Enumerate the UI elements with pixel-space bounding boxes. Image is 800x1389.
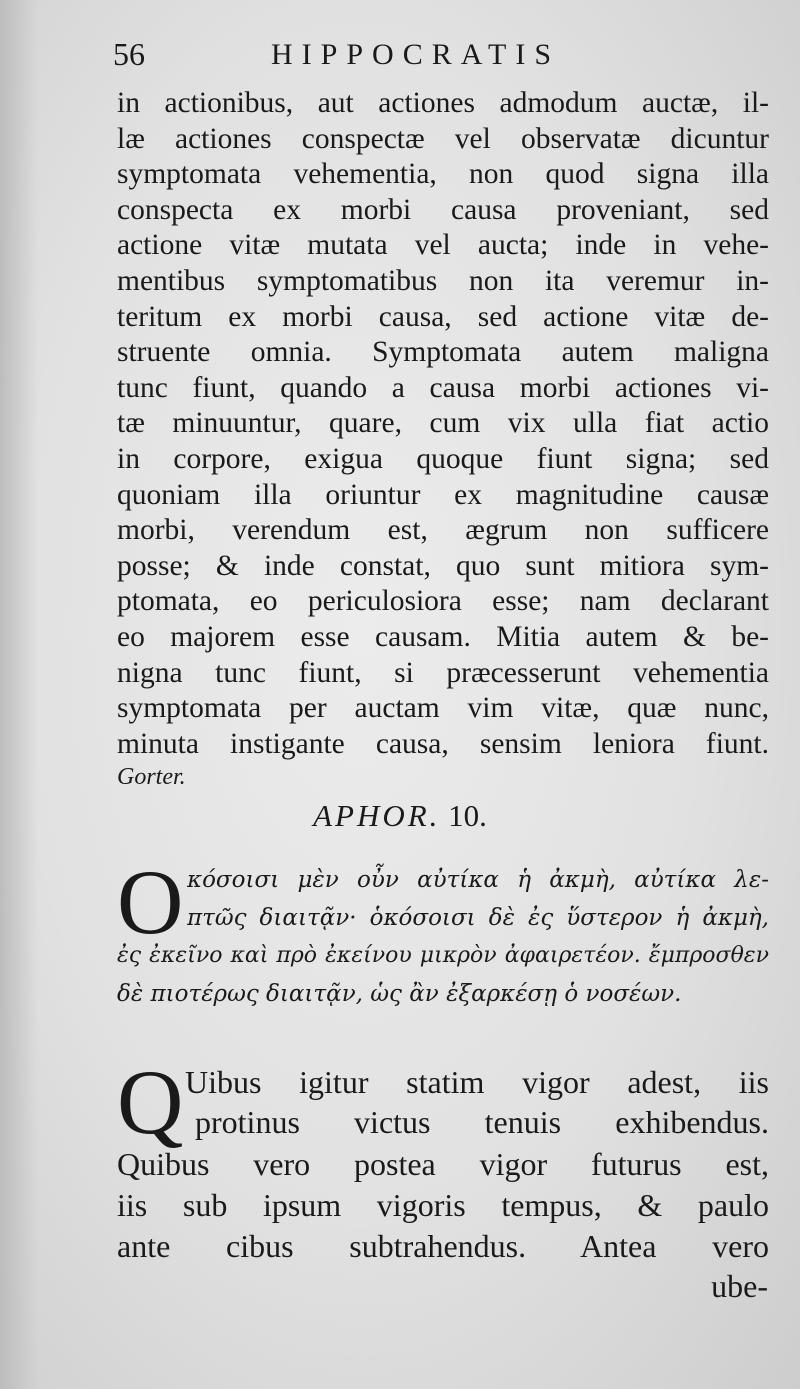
commentary-line: struente omnia. Symptomata autem maligna: [117, 336, 769, 369]
latin-line: iis sub ipsum vigoris tempus, & paulo: [117, 1187, 769, 1223]
greek-drop-cap: O: [117, 851, 184, 953]
latin-line: protinus victus tenuis exhibendus.: [195, 1104, 769, 1140]
commentary-line: in corpore, exigua quoque fiunt signa; sed: [117, 442, 769, 475]
aphorism-heading: [0, 798, 800, 834]
commentary-line: nigna tunc fiunt, si præcesserunt vehementia: [117, 656, 769, 689]
latin-line: Uibus igitur statim vigor adest, iis: [185, 1064, 769, 1100]
commentary-line: morbi, verendum est, ægrum non sufficere: [117, 514, 769, 547]
gutter-shadow: [0, 0, 38, 1389]
commentary-line: conspecta ex morbi causa proveniant, sed: [117, 193, 769, 226]
commentary-line: posse; & inde constat, quo sunt mitiora sym-: [117, 549, 769, 582]
commentary-line: teritum ex morbi causa, sed actione vitæ de-: [117, 300, 769, 333]
commentary-line: in actionibus, aut actiones admodum auctæ, il-: [117, 87, 769, 119]
latin-line: ante cibus subtrahendus. Antea vero: [117, 1228, 769, 1264]
commentary-line: tæ minuuntur, quare, cum vix ulla fiat actio: [117, 407, 769, 440]
aphorism-label: APHOR.: [313, 798, 441, 833]
catchword: ube-: [711, 1268, 768, 1304]
latin-drop-cap: Q: [117, 1051, 184, 1153]
commentary-line: mentibus symptomatibus non ita veremur in-: [117, 264, 769, 297]
greek-line: δὲ πιοτέρως διαιτᾷν, ὡς ἂν ἐξαρκέσῃ ὁ νοσέων.: [117, 981, 682, 1007]
commentary-signature: Gorter.: [117, 764, 186, 791]
commentary-line: symptomata per auctam vim vitæ, quæ nunc,: [117, 692, 769, 725]
commentary-line: actione vitæ mutata vel aucta; inde in vehe-: [117, 229, 769, 262]
aphorism-number: 10.: [448, 798, 487, 833]
commentary-line: tunc fiunt, quando a causa morbi actiones vi-: [117, 371, 769, 404]
commentary-line: quoniam illa oriuntur ex magnitudine causæ: [117, 478, 769, 511]
greek-aphorism: [117, 851, 769, 1012]
commentary-line: minuta instigante causa, sensim leniora fiunt.: [117, 727, 769, 760]
commentary-line: symptomata vehementia, non quod signa illa: [117, 158, 769, 191]
commentary-line: ptomata, eo periculosiora esse; nam declarant: [117, 585, 769, 618]
page-number: 56: [113, 36, 145, 72]
page-header: [113, 36, 773, 76]
greek-line: πτῶς διαιτᾷν· ὁκόσοισι δὲ ἐς ὕστερον ἡ ἀκμὴ,: [187, 905, 769, 931]
greek-line: ἐς ἐκεῖνο καὶ πρὸ ἐκείνου μικρὸν ἀφαιρετέον. ἔμπροσθεν: [117, 943, 769, 968]
running-title: HIPPOCRATIS: [271, 38, 561, 71]
greek-line: κόσοισι μὲν οὖν αὐτίκα ἡ ἀκμὴ, αὐτίκα λε-: [187, 867, 769, 893]
commentary-line: eo majorem esse causam. Mitia autem & be-: [117, 620, 769, 653]
commentary-text: [117, 86, 769, 794]
commentary-line: læ actiones conspectæ vel observatæ dicuntur: [117, 122, 769, 155]
latin-line: Quibus vero postea vigor futurus est,: [117, 1146, 769, 1182]
